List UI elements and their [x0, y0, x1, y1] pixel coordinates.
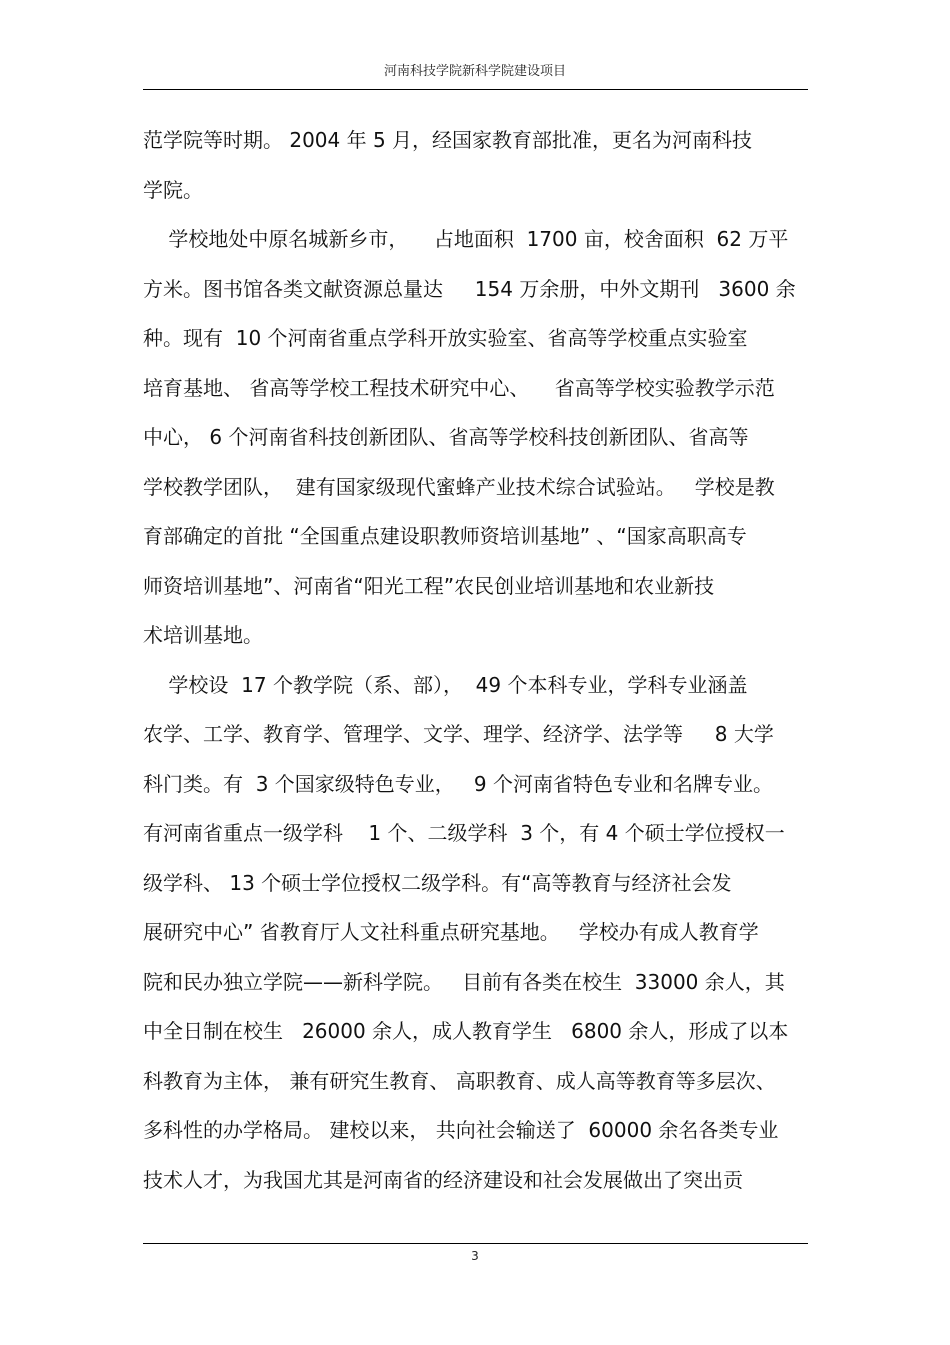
text-line: 农学、工学、教育学、管理学、文学、理学、经济学、法学等 8 大学: [143, 722, 774, 746]
text-line: 科教育为主体， 兼有研究生教育、 高职教育、成人高等教育等多层次、: [143, 1068, 776, 1093]
text-line: 中心， 6 个河南省科技创新团队、省高等学校科技创新团队、省高等: [143, 425, 749, 449]
footer-divider: [143, 1243, 808, 1244]
text-line: 级学科、 13 个硕士学位授权二级学科。有“高等教育与经济社会发: [143, 870, 732, 895]
text-line: 展研究中心” 省教育厅人文社科重点研究基地。 学校办有成人教育学: [143, 920, 759, 944]
text-line: 科门类。有 3 个国家级特色专业， 9 个河南省特色专业和名牌专业。: [143, 771, 773, 796]
text-line: 术培训基地。: [143, 623, 263, 647]
text-line: 学校教学团队， 建有国家级现代蜜蜂产业技术综合试验站。 学校是教: [143, 474, 775, 499]
text-line: 中全日制在校生 26000 余人，成人教育学生 6800 余人，形成了以本: [143, 1019, 789, 1043]
text-line: 学校设 17 个教学院（系、部）， 49 个本科专业，学科专业涵盖: [143, 672, 748, 697]
page-header-title: 河南科技学院新科学院建设项目: [383, 64, 566, 79]
text-line: 范学院等时期。 2004 年 5 月，经国家教育部批准，更名为河南科技: [143, 128, 753, 152]
text-line: 种。现有 10 个河南省重点学科开放实验室、省高等学校重点实验室: [143, 326, 748, 350]
text-line: 学院。: [143, 177, 203, 202]
text-line: 技术人才，为我国尤其是河南省的经济建设和社会发展做出了突出贡: [143, 1167, 743, 1192]
text-line: 培育基地、 省高等学校工程技术研究中心、 省高等学校实验教学示范: [143, 375, 775, 400]
text-line: 有河南省重点一级学科 1 个、二级学科 3 个，有 4 个硕士学位授权一: [143, 821, 785, 845]
document-body: [143, 116, 813, 1205]
text-line: 院和民办独立学院——新科学院。 目前有各类在校生 33000 余人，其: [143, 969, 785, 994]
text-line: 师资培训基地”、河南省“阳光工程”农民创业培训基地和农业新技: [143, 573, 715, 598]
text-line: 学校地处中原名城新乡市， 占地面积 1700 亩，校舍面积 62 万平: [143, 227, 789, 251]
header-divider: [143, 89, 808, 90]
text-line: 多科性的办学格局。 建校以来， 共向社会输送了 60000 余名各类专业: [143, 1118, 779, 1142]
page-number: 3: [471, 1249, 479, 1263]
text-line: 育部确定的首批 “全国重点建设职教师资培训基地” 、“国家高职高专: [143, 524, 747, 548]
text-line: 方米。图书馆各类文献资源总量达 154 万余册，中外文期刊 3600 余: [143, 276, 796, 301]
